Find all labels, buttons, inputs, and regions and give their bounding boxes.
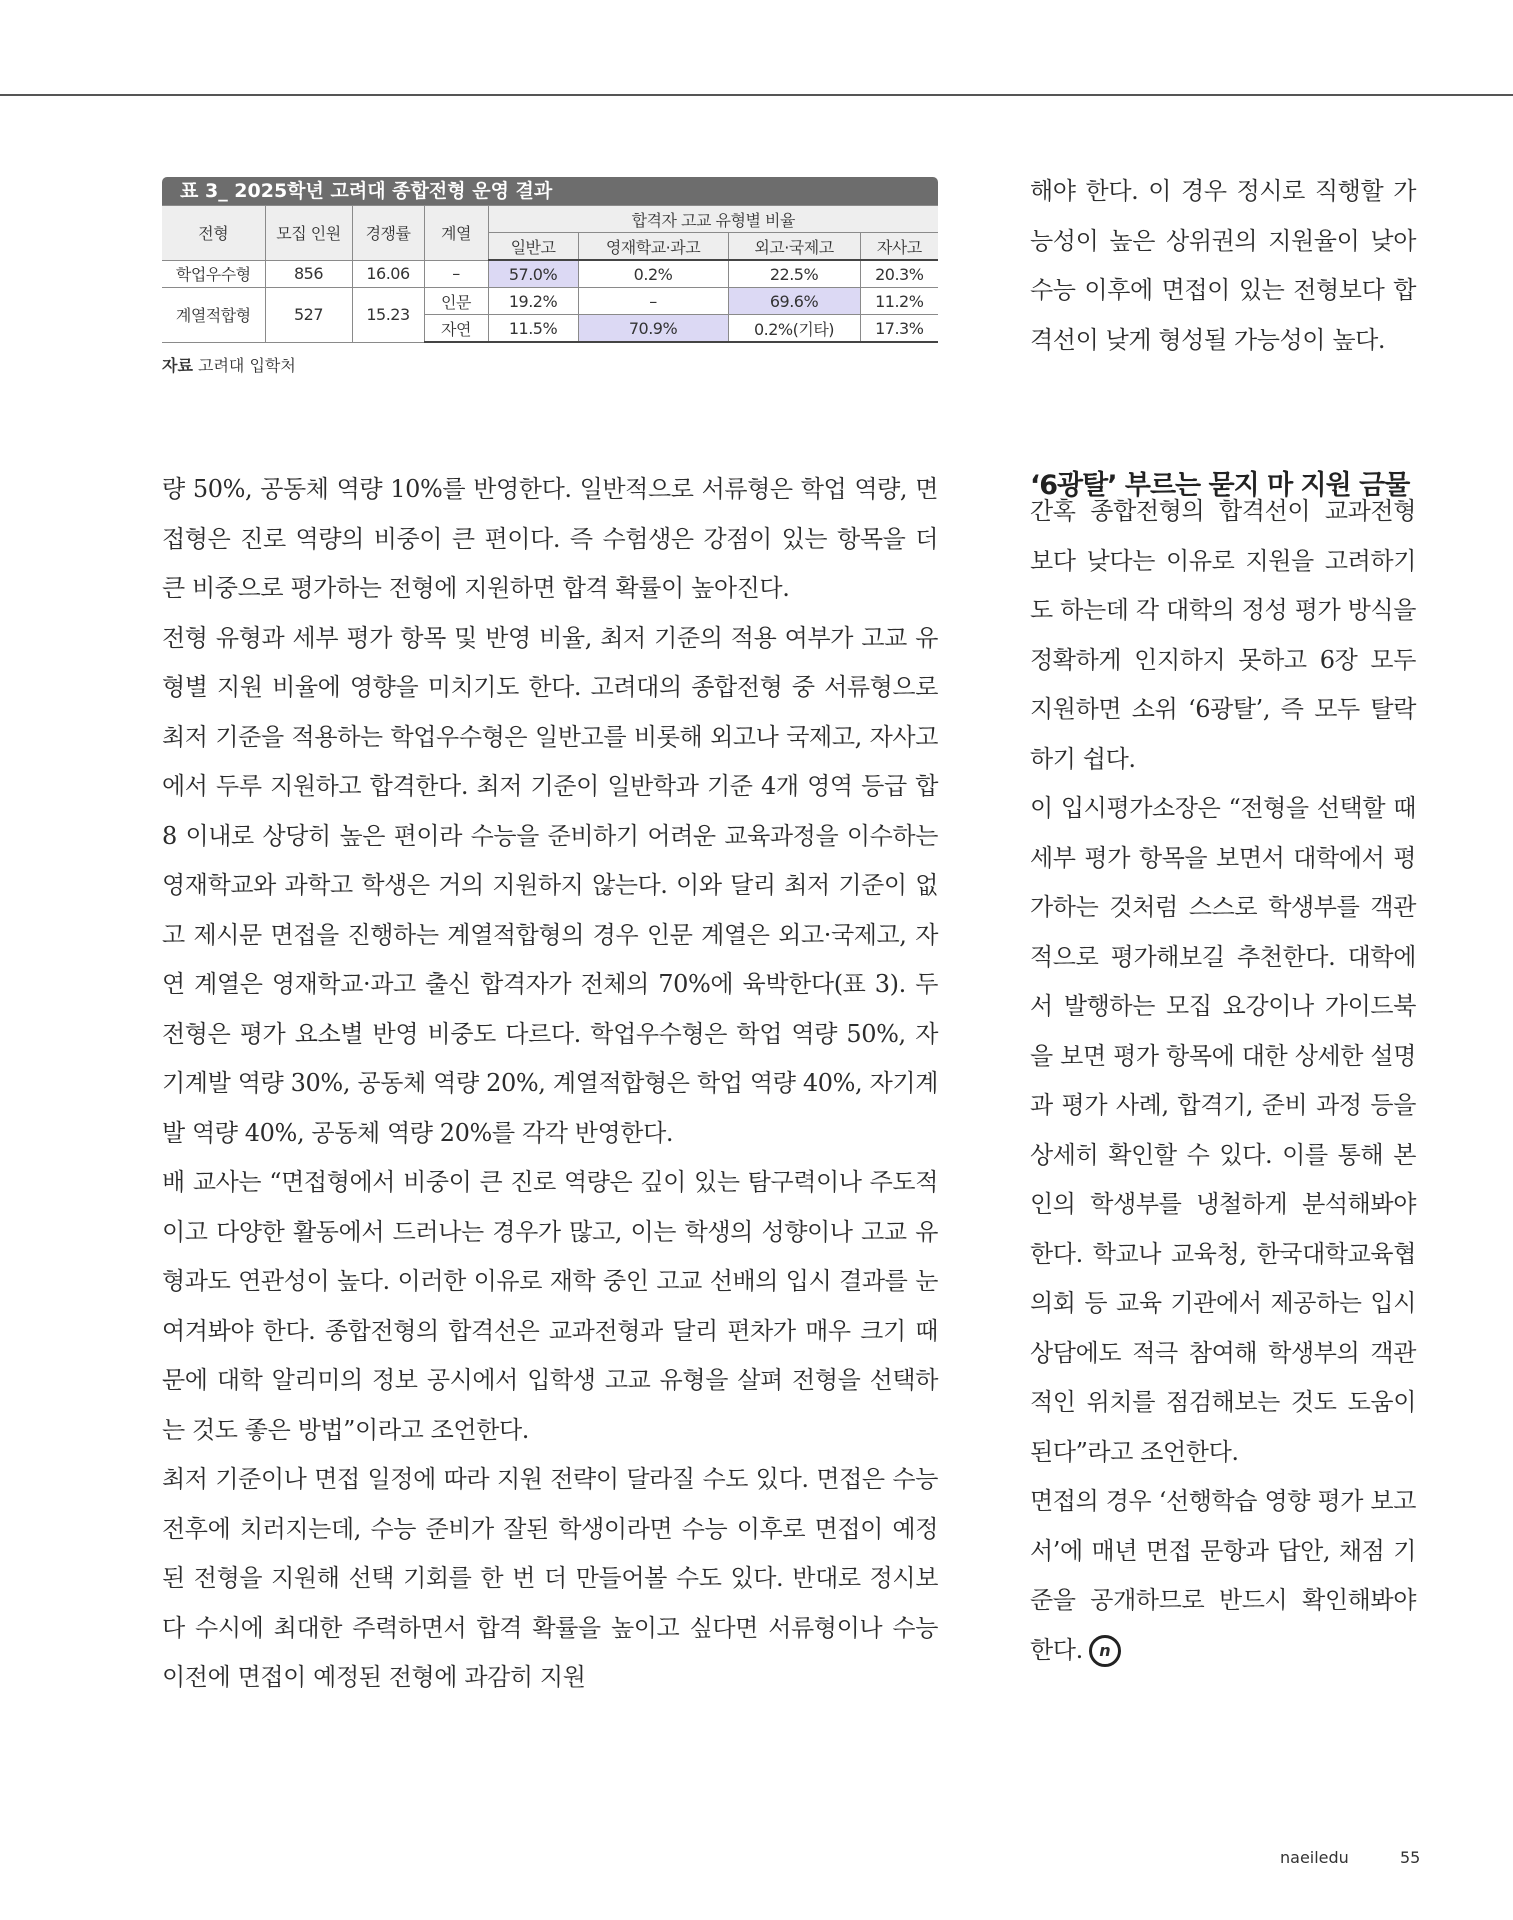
cell-general: 57.0% xyxy=(488,260,578,288)
cell-private: 11.2% xyxy=(860,288,938,315)
cell-track: 자연 xyxy=(424,315,488,343)
cell-rate: 15.23 xyxy=(352,288,424,343)
cell-gifted: 70.9% xyxy=(578,315,728,343)
cell-gifted: – xyxy=(578,288,728,315)
cell-type: 학업우수형 xyxy=(162,260,265,288)
table-row xyxy=(162,288,938,315)
header-gifted: 영재학교·과고 xyxy=(578,233,728,261)
cell-private: 20.3% xyxy=(860,260,938,288)
body-paragraph: 전형 유형과 세부 평가 항목 및 반영 비율, 최저 기준의 적용 여부가 고교 유형별 지원 비율에 영향을 미치기도 한다. 고려대의 종합전형 중 서류형으로 최저 기준을 적용하는 학업우수형은 일반고를 비롯해 외고나 국제고, 자사고에서 두루 지원하고 합격한다. 최저 기준이 일반학과 기준 4개 영역 등급 합 8 이내로 상당히 높은 편이라 수능을 준비하기 어려운 교육과정을 이수하는 영재학교와 과학고 학생은 거의 지원하지 않는다. 이와 달리 최저 기준이 없고 제시문 면접을 진행하는 계열적합형의 경우 인문 계열은 외고·국제고, 자연 계열은 영재학교·과고 출신 합격자가 전체의 70%에 육박한다(표 3). 두 전형은 평가 요소별 반영 비중도 다르다. 학업우수형은 학업 역량 50%, 자기계발 역량 30%, 공동체 역량 20%, 계열적합형은 학업 역량 40%, 자기계발 역량 40%, 공동체 역량 20%를 각각 반영한다. xyxy=(162,623,938,1147)
cell-recruit: 527 xyxy=(265,288,352,343)
table-source xyxy=(162,353,938,376)
cell-private: 17.3% xyxy=(860,315,938,343)
header-rate: 경쟁률 xyxy=(352,206,424,261)
body-paragraph: 최저 기준이나 면접 일정에 따라 지원 전략이 달라질 수도 있다. 면접은 수능 전후에 치러지는데, 수능 준비가 잘된 학생이라면 수능 이후로 면접이 예정된 전형을 지원해 선택 기회를 한 번 더 만들어볼 수도 있다. 반대로 정시보다 수시에 최대한 주력하면서 합격 확률을 높이고 싶다면 서류형이나 수능 이전에 면접이 예정된 전형에 과감히 지원 xyxy=(162,1465,938,1691)
cell-gifted: 0.2% xyxy=(578,260,728,288)
cell-recruit: 856 xyxy=(265,260,352,288)
cell-general: 19.2% xyxy=(488,288,578,315)
cell-foreign: 0.2%(기타) xyxy=(728,315,860,343)
table-row xyxy=(162,260,938,288)
body-paragraph: 해야 한다. 이 경우 정시로 직행할 가능성이 높은 상위권의 지원율이 낮아 수능 이후에 면접이 있는 전형보다 합격선이 낮게 형성될 가능성이 높다. xyxy=(1030,177,1416,354)
header-foreign: 외고·국제고 xyxy=(728,233,860,261)
table-3 xyxy=(162,177,938,376)
last-paragraph-text: 면접의 경우 ‘선행학습 영향 평가 보고서’에 매년 면접 문항과 답안, 채점 기준을 공개하므로 반드시 확인해봐야 한다. xyxy=(1030,1487,1416,1664)
body-paragraph: 이 입시평가소장은 “전형을 선택할 때 세부 평가 항목을 보면서 대학에서 평가하는 것처럼 스스로 학생부를 객관적으로 평가해보길 추천한다. 대학에서 발행하는 모집 요강이나 가이드북을 보면 평가 항목에 대한 상세한 설명과 평가 사례, 합격기, 준비 과정 등을 상세히 확인할 수 있다. 이를 통해 본인의 학생부를 냉철하게 분석해봐야 한다. 학교나 교육청, 한국대학교육협의회 등 교육 기관에서 제공하는 입시 상담에도 적극 참여해 학생부의 객관적인 위치를 점검해보는 것도 도움이 된다”라고 조언한다. xyxy=(1030,794,1416,1466)
cell-track: – xyxy=(424,260,488,288)
right-column-bottom xyxy=(1030,487,1416,1675)
body-paragraph: 간혹 종합전형의 합격선이 교과전형보다 낮다는 이유로 지원을 고려하기도 하는데 각 대학의 정성 평가 방식을 정확하게 인지하지 못하고 6장 모두 지원하면 소위 ‘6광탈’, 즉 모두 탈락하기 쉽다. xyxy=(1030,497,1416,773)
cell-foreign: 22.5% xyxy=(728,260,860,288)
header-general: 일반고 xyxy=(488,233,578,261)
cell-foreign: 69.6% xyxy=(728,288,860,315)
source-label: 자료 xyxy=(162,356,193,375)
admission-results-table xyxy=(162,205,938,343)
cell-rate: 16.06 xyxy=(352,260,424,288)
top-rule xyxy=(0,94,1513,96)
body-paragraph: 배 교사는 “면접형에서 비중이 큰 진로 역량은 깊이 있는 탐구력이나 주도적이고 다양한 활동에서 드러나는 경우가 많고, 이는 학생의 성향이나 고교 유형과도 연관성이 높다. 이러한 이유로 재학 중인 고교 선배의 입시 결과를 눈여겨봐야 한다. 종합전형의 합격선은 교과전형과 달리 편차가 매우 크기 때문에 대학 알리미의 정보 공시에서 입학생 고교 유형을 살펴 전형을 선택하는 것도 좋은 방법”이라고 조언한다. xyxy=(162,1168,938,1444)
cell-track: 인문 xyxy=(424,288,488,315)
body-paragraph: 량 50%, 공동체 역량 10%를 반영한다. 일반적으로 서류형은 학업 역량, 면접형은 진로 역량의 비중이 큰 편이다. 즉 수험생은 강점이 있는 항목을 더 큰 비중으로 평가하는 전형에 지원하면 합격 확률이 높아진다. xyxy=(162,475,938,602)
section-heading: ‘6광탈’ 부르는 묻지 마 지원 금물 xyxy=(1030,470,1410,501)
source-text: 고려대 입학처 xyxy=(192,356,296,375)
end-mark-icon: n xyxy=(1089,1635,1121,1667)
header-type: 전형 xyxy=(162,206,265,261)
footer-brand: naeiledu xyxy=(1280,1848,1349,1867)
header-group: 합격자 고교 유형별 비율 xyxy=(488,206,938,233)
header-track: 계열 xyxy=(424,206,488,261)
header-recruit: 모집 인원 xyxy=(265,206,352,261)
table-title: 표 3_ 2025학년 고려대 종합전형 운영 결과 xyxy=(162,177,938,205)
cell-general: 11.5% xyxy=(488,315,578,343)
left-column xyxy=(162,465,938,1703)
right-column-top xyxy=(1030,167,1416,365)
last-paragraph xyxy=(1030,1477,1416,1675)
header-private: 자사고 xyxy=(860,233,938,261)
cell-type: 계열적합형 xyxy=(162,288,265,343)
page-number: 55 xyxy=(1400,1848,1421,1867)
